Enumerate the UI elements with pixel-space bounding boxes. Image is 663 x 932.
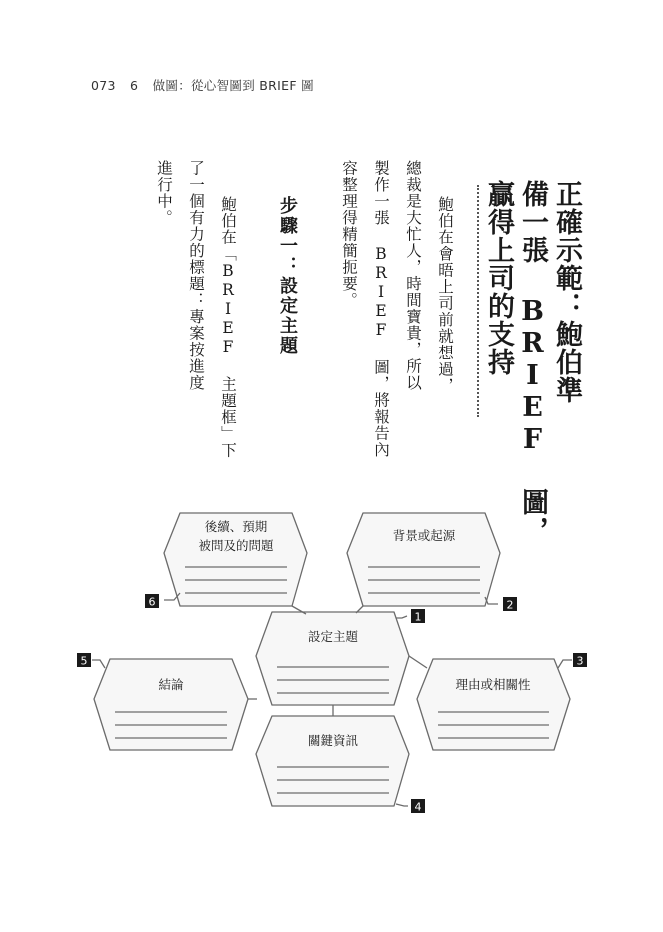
step-heading: 步驟一：設定主題 <box>277 196 298 356</box>
box-5-label: 結論 <box>158 677 184 692</box>
badge-3 <box>573 653 587 668</box>
svg-text:4: 4 <box>414 800 422 814</box>
paragraph-2-line-2: 了一個有力的標題：專案按進度 <box>187 160 205 391</box>
badge-4 <box>411 799 425 814</box>
chapter-title: 做圖：從心智圖到 BRIEF 圖 <box>152 78 314 93</box>
paragraph-1-line-4: 容整理得精簡扼要。 <box>340 160 358 309</box>
svg-text:5: 5 <box>80 654 88 668</box>
paragraph-1-line-1: 鮑伯在會晤上司前就想過， <box>436 196 454 394</box>
paragraph-2-line-1: 鮑伯在「BRIEF 主題框」下 <box>219 196 237 459</box>
box-1-label: 設定主題 <box>307 629 359 644</box>
badge-6 <box>145 594 159 609</box>
box-4-key-info <box>256 716 409 806</box>
badge-5 <box>77 653 91 668</box>
title-line-1: 正確示範：鮑伯準 <box>551 180 582 404</box>
box-6-label-line-1: 後續、預期 <box>204 519 268 534</box>
paragraph-2-line-3: 進行中。 <box>155 160 173 226</box>
badge-1 <box>411 609 425 624</box>
page-number: 073 <box>91 78 116 93</box>
box-2-background <box>347 513 500 606</box>
box-5-conclusion <box>94 659 248 750</box>
box-3-label: 理由或相關性 <box>455 677 531 692</box>
box-3-reason <box>417 659 570 750</box>
box-1-topic <box>256 612 409 705</box>
svg-text:2: 2 <box>506 598 514 612</box>
svg-text:1: 1 <box>414 610 422 624</box>
title-line-2: 備一張 BRIEF 圖， <box>517 180 548 544</box>
paragraph-1-line-2: 總裁是大忙人，時間寶貴，所以 <box>404 160 422 391</box>
paragraph-1-line-3: 製作一張 BRIEF 圖，將報告內 <box>372 160 390 458</box>
svg-text:6: 6 <box>148 595 156 609</box>
badge-2 <box>503 597 517 612</box>
box-4-label: 關鍵資訊 <box>307 733 359 748</box>
svg-text:3: 3 <box>576 654 584 668</box>
box-6-label-line-2: 被問及的問題 <box>198 538 274 553</box>
box-2-label: 背景或起源 <box>392 528 456 543</box>
chapter-number: 6 <box>130 78 139 93</box>
title-line-3: 贏得上司的支持 <box>483 180 514 376</box>
